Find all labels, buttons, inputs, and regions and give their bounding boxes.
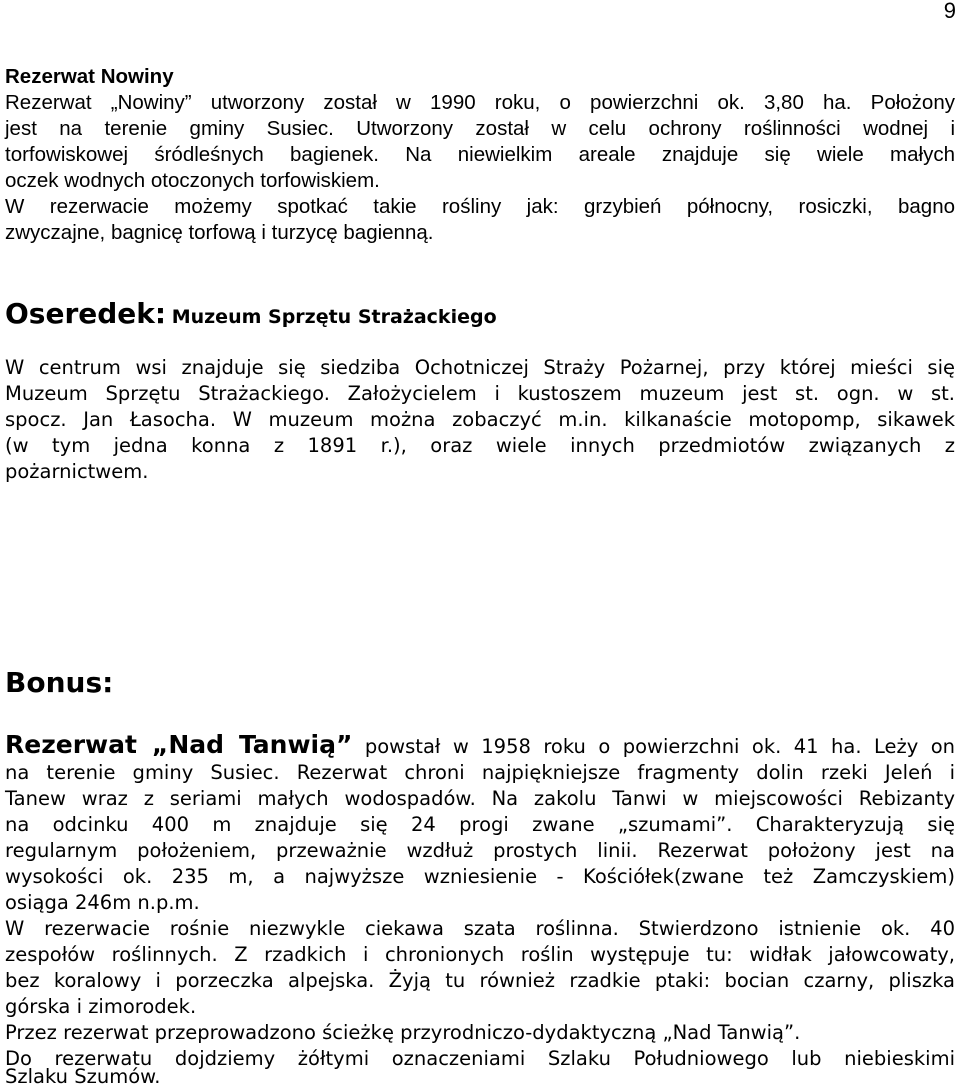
bonus-line-11: górska i zimorodek. (5, 995, 197, 1018)
bonus-heading-row (5, 666, 113, 699)
bonus-line-1 (5, 730, 955, 762)
oseredek-heading-row (5, 297, 497, 330)
bonus-line-13: Do rezerwatu dojdziemy żółtymi oznaczeniami Szlaku Południowego lub niebieskimi (5, 1047, 955, 1070)
nowiny-line-4: oczek wodnych otoczonych torfowiskiem. (5, 169, 380, 192)
bonus-line-10: bez koralowy i porzeczka alpejska. Żyją tu również rzadkie ptaki: bocian czarny, pliszka (5, 969, 955, 992)
oseredek-line-1: W centrum wsi znajduje się siedziba Ochotniczej Straży Pożarnej, przy której mieści się (5, 356, 955, 379)
nowiny-line-5: W rezerwacie możemy spotkać takie rośliny jak: grzybień północny, rosiczki, bagno (5, 195, 955, 218)
page-number: 9 (943, 0, 956, 23)
bonus-line-12: Przez rezerwat przeprowadzono ścieżkę przyrodniczo-dydaktyczną „Nad Tanwią”. (5, 1021, 801, 1044)
bonus-line-3: Tanew wraz z seriami małych wodospadów. Na zakolu Tanwi w miejscowości Rebizanty (5, 787, 955, 810)
bonus-reserve-name: Rezerwat „Nad Tanwią” (5, 730, 353, 759)
bonus-first-line-rest: powstał w 1958 roku o powierzchni ok. 41 ha. Leży on (352, 735, 955, 758)
oseredek-line-2: Muzeum Sprzętu Strażackiego. Założycielem i kustoszem muzeum jest st. ogn. w st. (5, 382, 955, 405)
bonus-line-4: na odcinku 400 m znajduje się 24 progi zwane „szumami”. Charakteryzują się (5, 813, 955, 836)
nowiny-title (5, 64, 955, 90)
bonus-line-2: na terenie gminy Susiec. Rezerwat chroni najpiękniejsze fragmenty dolin rzeki Jeleń i (5, 761, 955, 784)
bonus-line-7: osiąga 246m n.p.m. (5, 891, 200, 914)
bonus-line-8: W rezerwacie rośnie niezwykle ciekawa szata roślinna. Stwierdzono istnienie ok. 40 (5, 917, 955, 940)
bonus-heading: Bonus: (5, 666, 114, 699)
nowiny-line-2: jest na terenie gminy Susiec. Utworzony został w celu ochrony roślinności wodnej i (5, 117, 955, 140)
oseredek-heading: Oseredek: (5, 297, 167, 330)
nowiny-line-6: zwyczajne, bagnicę torfową i turzycę bagienną. (5, 221, 434, 244)
nowiny-line-1: Rezerwat „Nowiny” utworzony został w 1990 roku, o powierzchni ok. 3,80 ha. Położony (5, 91, 955, 114)
nowiny-line-3: torfowiskowej śródleśnych bagienek. Na niewielkim areale znajduje się wiele małych (5, 143, 955, 166)
bonus-line-9: zespołów roślinnych. Z rzadkich i chronionych roślin występuje tu: widłak jałowcowaty, (5, 943, 955, 966)
oseredek-subheading: Muzeum Sprzętu Strażackiego (171, 306, 497, 328)
bonus-line-14: Szlaku Szumów. (5, 1065, 161, 1088)
bonus-line-6: wysokości ok. 235 m, a najwyższe wzniesienie - Kościółek(zwane też Zamczyskiem) (5, 865, 955, 888)
oseredek-line-4: (w tym jedna konna z 1891 r.), oraz wiele innych przedmiotów związanych z (5, 434, 955, 457)
oseredek-line-5: pożarnictwem. (5, 460, 149, 483)
bonus-line-5: regularnym położeniem, przeważnie wzdłuż prostych linii. Rezerwat położony jest na (5, 839, 955, 862)
nowiny-heading: Rezerwat Nowiny (5, 65, 174, 88)
oseredek-line-3: spocz. Jan Łasocha. W muzeum można zobaczyć m.in. kilkanaście motopomp, sikawek (5, 408, 955, 431)
